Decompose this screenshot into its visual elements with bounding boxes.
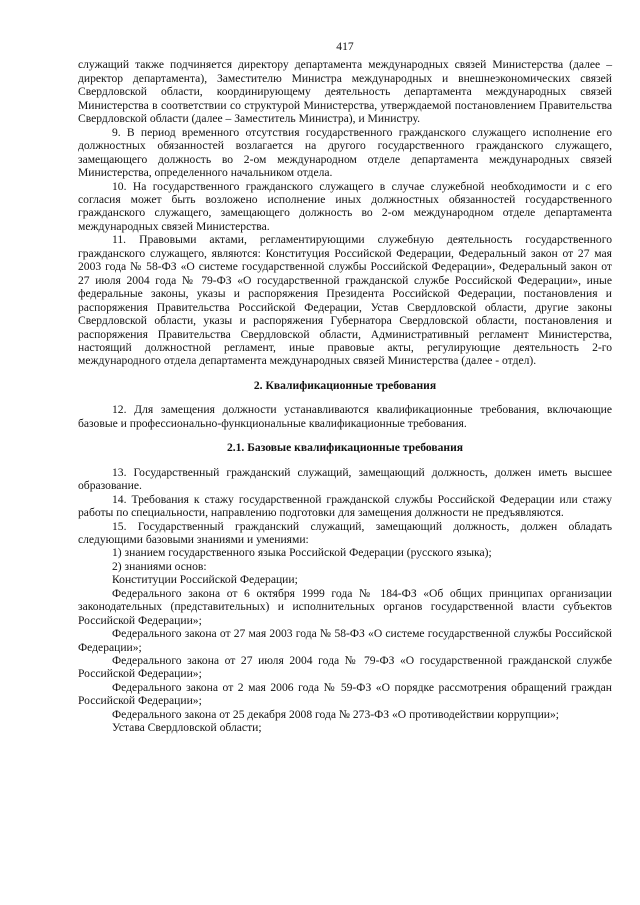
list-item-1: 1) знанием государственного языка Российской Федерации (русского языка); xyxy=(112,546,492,560)
paragraph-15: 15. Государственный гражданский служащий, замещающий должность, должен обладать следующими базовыми знаниями и умениями: xyxy=(78,519,612,546)
page-number: 417 xyxy=(336,40,354,53)
paragraph-13: 13. Государственный гражданский служащий, замещающий должность, должен иметь высшее образование. xyxy=(78,465,612,493)
paragraph-continuation: служащий также подчиняется директору департамента международных связей Министерства (далее – директор департамента), Заместителю Министра международных и внешнеэкономических связей Свердловской области, координирующему деятельность департамента международных связей Министерства в соответствии со структурой Министерства, утверждаемой постановлением Правительства Свердловской области (далее – Заместитель Министра), и Министру. xyxy=(78,58,612,126)
paragraph-12: 12. Для замещения должности устанавливаются квалификационные требования, включающие базовые и профессионально-функциональные квалификационные требования. xyxy=(78,403,612,430)
law-item-273fz: Федерального закона от 25 декабря 2008 года № 273-ФЗ «О противодействии коррупции»; xyxy=(112,707,560,721)
section-heading-2: 2. Квалификационные требования xyxy=(253,378,437,392)
paragraph-10: 10. На государственного гражданского служащего в случае служебной необходимости и с его согласия может быть возложено исполнение иных должностных обязанностей государственного гражданского служащего, замещающего должность во 2-ом международном отделе департамента международных связей Министерства. xyxy=(78,179,612,233)
law-item-59fz: Федерального закона от 2 мая 2006 года № 59-ФЗ «О порядке рассмотрения обращений граждан Российской Федерации»; xyxy=(78,680,612,708)
paragraph-14: 14. Требования к стажу государственной гражданской службы Российской Федерации или стажу работы по специальности, направлению подготовки для замещения должности не предъявляются. xyxy=(78,492,612,520)
law-item-184fz: Федерального закона от 6 октября 1999 года № 184-ФЗ «Об общих принципах организации законодательных (представительных) и исполнительных органов государственной власти субъектов Российской Федерации»; xyxy=(78,586,612,627)
paragraph-11: 11. Правовыми актами, регламентирующими служебную деятельность государственного гражданского служащего, являются: Конституция Российской Федерации, Федеральный закон от 27 мая 2003 года № 58-ФЗ «О системе государственной службы Российской Федерации», Федеральный закон от 27 июля 2004 года № 79-ФЗ «О государственной гражданской службе Российской Федерации», иные федеральные законы, указы и распоряжения Президента Российской Федерации, постановления и распоряжения Правительства Российской Федерации, Устав Свердловской области, другие законы Свердловской области, указы и распоряжения Губернатора Свердловской области, постановления и распоряжения Правительства Свердловской области, Административный регламент Министерства, настоящий должностной регламент, иные правовые акты, регулирующие деятельность 2-го международного отдела департамента международных связей Министерства (далее - отдел). xyxy=(78,233,612,368)
law-item-constitution: Конституции Российской Федерации; xyxy=(112,573,298,587)
law-item-58fz: Федерального закона от 27 мая 2003 года № 58-ФЗ «О системе государственной службы Российской Федерации»; xyxy=(78,627,612,654)
law-item-charter: Устава Свердловской области; xyxy=(112,721,262,735)
list-item-2: 2) знаниями основ: xyxy=(112,559,207,573)
section-heading-2-1: 2.1. Базовые квалификационные требования xyxy=(226,441,464,455)
paragraph-9: 9. В период временного отсутствия государственного гражданского служащего исполнение его должностных обязанностей возлагается на другого государственного гражданского служащего, замещающего должность во 2-ом международном отделе департамента международных связей Министерства, определенного начальником отдела. xyxy=(78,125,612,180)
law-item-79fz: Федерального закона от 27 июля 2004 года № 79-ФЗ «О государственной гражданской службе Российской Федерации»; xyxy=(78,654,612,681)
